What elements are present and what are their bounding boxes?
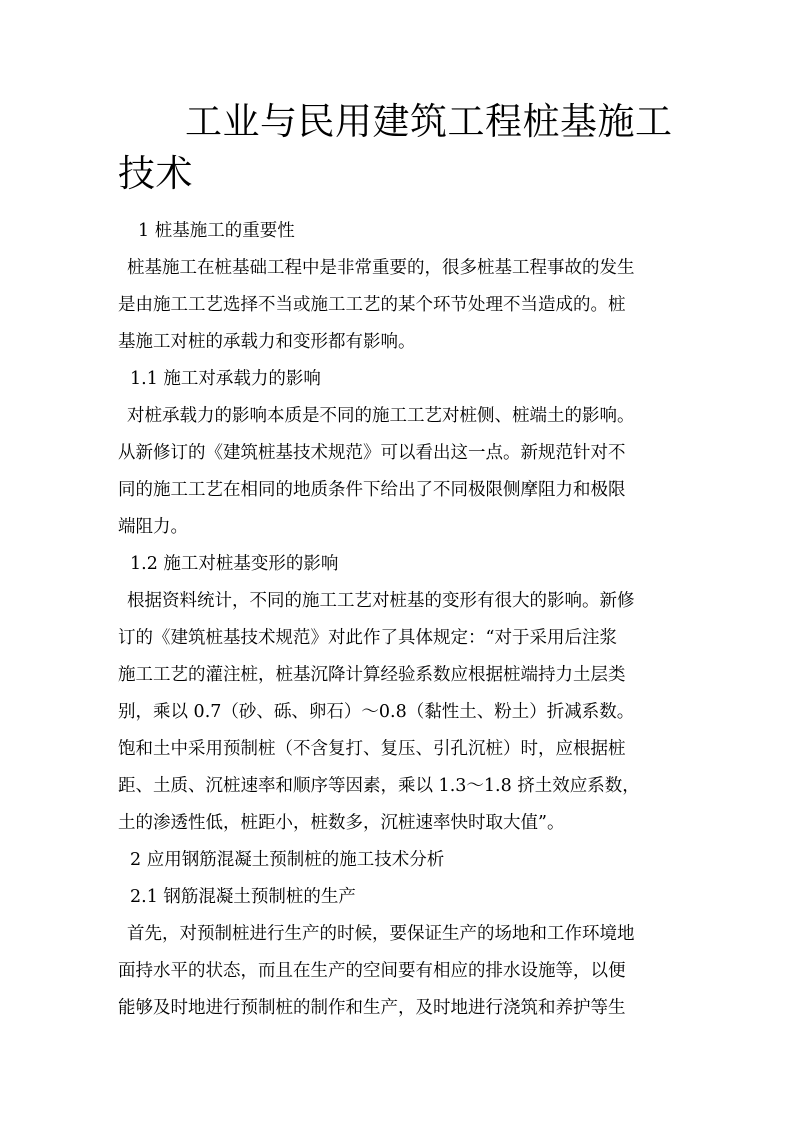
paragraph-line: 饱和土中采用预制桩（不含复打、复压、引孔沉桩）时，应根据桩 [118,739,626,759]
paragraph-line: 对桩承载力的影响本质是不同的施工工艺对桩侧、桩端土的影响。 [127,406,635,426]
subsection-heading: 1.1 施工对承载力的影响 [130,369,321,389]
paragraph-line: 从新修订的《建筑桩基技术规范》可以看出这一点。新规范针对不 [118,443,626,463]
paragraph-line: 端阻力。 [118,517,188,537]
paragraph-line: 别，乘以 0.7（砂、砾、卵石）～0.8（黏性土、粉土）折减系数。 [118,702,635,722]
paragraph-line: 根据资料统计，不同的施工工艺对桩基的变形有很大的影响。新修 [127,591,635,611]
section-heading: 1 桩基施工的重要性 [138,221,295,241]
subsection-heading: 1.2 施工对桩基变形的影响 [130,554,339,574]
paragraph-line: 首先，对预制桩进行生产的时候，要保证生产的场地和工作环境地 [127,924,635,944]
paragraph-line: 能够及时地进行预制桩的制作和生产，及时地进行浇筑和养护等生 [118,998,626,1018]
document-title: 工业与民用建筑工程桩基施工技术 [118,100,673,195]
section-heading: 2 应用钢筋混凝土预制桩的施工技术分析 [130,850,445,870]
paragraph-line: 桩基施工在桩基础工程中是非常重要的，很多桩基工程事故的发生 [127,258,635,278]
paragraph-line: 是由施工工艺选择不当或施工工艺的某个环节处理不当造成的。桩 [118,295,626,315]
subsection-heading: 2.1 钢筋混凝土预制桩的生产 [130,887,356,907]
paragraph-line: 施工工艺的灌注桩，桩基沉降计算经验系数应根据桩端持力土层类 [118,665,626,685]
paragraph-line: 面持水平的状态，而且在生产的空间要有相应的排水设施等，以便 [118,961,626,981]
paragraph-line: 距、土质、沉桩速率和顺序等因素，乘以 1.3～1.8 挤土效应系数， [118,776,640,796]
paragraph-line: 订的《建筑桩基技术规范》对此作了具体规定：“对于采用后注浆 [118,628,617,648]
paragraph-line: 基施工对桩的承载力和变形都有影响。 [118,332,416,352]
paragraph-line: 土的渗透性低，桩距小，桩数多，沉桩速率快时取大值”。 [118,813,565,833]
paragraph-line: 同的施工工艺在相同的地质条件下给出了不同极限侧摩阻力和极限 [118,480,626,500]
